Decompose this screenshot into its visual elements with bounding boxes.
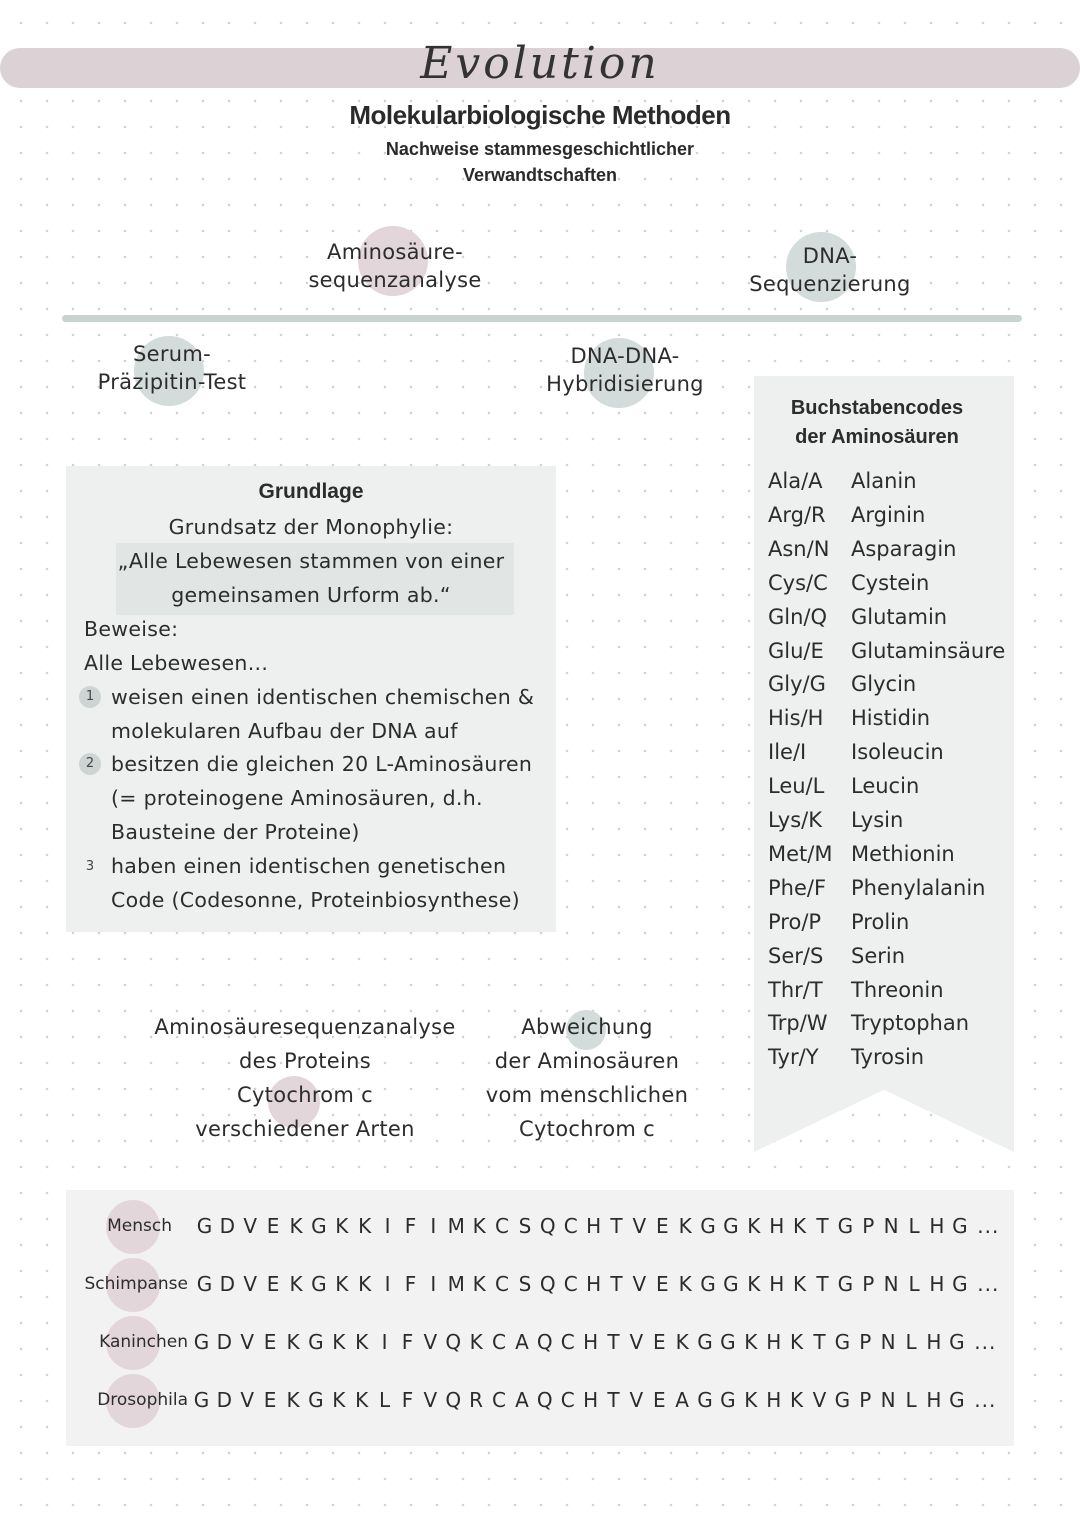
amino-code-name: Glycin [851,672,917,697]
point-number-3: 3 [85,859,95,874]
amino-acid: C [560,1388,575,1412]
amino-code-name: Arginin [851,502,926,527]
amino-acid: K [332,1330,346,1354]
amino-acid: T [610,1272,623,1296]
amino-acid: L [908,1272,920,1296]
amino-code-name: Histidin [851,706,931,731]
amino-acid: G [700,1214,716,1238]
amino-acid: C [492,1388,506,1412]
amino-acid: N [883,1272,899,1296]
amino-code-abbr: Ala/A [768,469,823,493]
amino-acid: K [678,1272,692,1296]
amino-acid: H [583,1330,599,1354]
amino-code-abbr: Pro/P [768,909,822,934]
amino-code-abbr: Ile/I [768,740,807,765]
amino-code-name: Methionin [851,841,955,866]
amino-acid: K [355,1388,369,1412]
sequence-row [193,1214,999,1238]
amino-code-name: Serin [851,943,906,968]
point-3-line2: Code (Codesonne, Proteinbiosynthese) [111,888,520,912]
amino-acid: K [335,1214,349,1238]
point-number-2: 2 [79,753,101,775]
amino-acid: K [355,1330,369,1354]
amino-acid: E [652,1330,666,1354]
amino-code-abbr: Gly/G [768,672,826,697]
amino-acid: K [358,1214,372,1238]
amino-codes-title [754,394,1000,452]
amino-acid-diff: R [465,1388,488,1412]
amino-code-abbr: Ser/S [768,943,824,968]
amino-acid: G [952,1272,968,1296]
amino-acid: G [196,1214,213,1238]
amino-code-row [768,905,909,939]
method-amino-sequence [290,238,500,294]
amino-acid: D [216,1330,233,1354]
amino-acid: G [837,1214,854,1238]
amino-acid: K [747,1272,761,1296]
sequence-ellipsis: ... [977,1272,1000,1296]
amino-code-name: Cystein [851,570,930,595]
amino-code-row [768,1040,924,1074]
amino-acid: G [308,1330,324,1354]
method-amino-line1: Aminosäure- [327,240,463,264]
analysis-right-line3: vom menschlichen [485,1083,689,1107]
amino-acid: S [518,1214,532,1238]
amino-acid: I [384,1214,391,1238]
amino-acid: T [607,1388,620,1412]
amino-code-row [768,1006,969,1040]
amino-acid: H [926,1330,942,1354]
amino-code-row [768,701,930,735]
amino-acid-diff: A [510,1388,533,1412]
amino-acid: I [430,1272,437,1296]
amino-acid: H [769,1272,785,1296]
amino-acid: T [816,1214,829,1238]
amino-acid: K [469,1330,483,1354]
amino-code-abbr: Asn/N [768,536,830,561]
amino-acid: K [675,1330,689,1354]
method-dna-seq-line2: Sequenzierung [749,272,911,296]
amino-code-row [768,634,1005,668]
amino-acid: K [289,1214,303,1238]
point-2-line3: Bausteine der Proteine) [111,820,360,844]
amino-acid: E [655,1272,669,1296]
amino-code-abbr: His/H [768,706,824,731]
amino-acid: P [862,1214,875,1238]
amino-acid: G [952,1214,968,1238]
amino-acid: L [905,1330,917,1354]
amino-acid: V [243,1272,258,1296]
amino-code-abbr: Leu/L [768,774,825,799]
amino-acid: K [678,1214,692,1238]
amino-acid: M [447,1214,465,1238]
amino-acid: G [193,1330,210,1354]
method-serum-line2: Präzipitin-Test [97,370,247,394]
amino-acid: P [859,1330,872,1354]
amino-code-name: Glutamin [851,604,948,629]
amino-acid: K [747,1214,761,1238]
amino-acid: E [266,1214,280,1238]
amino-acid: F [404,1272,417,1296]
analysis-left-label [140,1010,470,1146]
amino-acid: K [332,1388,346,1412]
amino-acid-diff: A [671,1388,694,1412]
amino-acid: E [263,1388,277,1412]
amino-acid: E [263,1330,277,1354]
amino-code-row [768,973,944,1007]
amino-acid: G [697,1388,713,1412]
page-title: Evolution [420,38,660,89]
amino-acid: H [926,1388,942,1412]
amino-acid: N [880,1388,896,1412]
amino-code-name: Asparagin [851,536,957,561]
species-label: Kaninchen [99,1332,188,1352]
species-label: Schimpanse [84,1274,188,1294]
amino-acid: K [286,1330,300,1354]
amino-acid: H [929,1214,945,1238]
point-1-line2: molekularen Aufbau der DNA auf [111,719,458,743]
amino-acid-diff: L [373,1388,396,1412]
monophylie-line: Grundsatz der Monophylie: [168,515,454,539]
amino-acid: Q [536,1330,553,1354]
amino-acid: G [196,1272,213,1296]
amino-code-row [768,939,905,973]
amino-code-name: Leucin [851,774,920,799]
amino-acid: G [311,1272,327,1296]
sequence-row [190,1388,996,1412]
amino-acid: G [720,1388,736,1412]
amino-acid: L [908,1214,920,1238]
amino-acid: G [837,1272,854,1296]
divider [62,315,1022,322]
amino-acid: F [401,1330,414,1354]
amino-acid: V [629,1388,644,1412]
amino-acid: T [816,1272,829,1296]
amino-code-row [768,735,944,769]
analysis-left-line3: Cytochrom c [236,1083,374,1107]
sub-subtitle-line2: Verwandtschaften [462,165,618,185]
amino-acid: H [586,1272,602,1296]
amino-acid: F [404,1214,417,1238]
amino-acid: H [766,1388,782,1412]
amino-code-row [768,871,986,905]
amino-code-abbr: Phe/F [768,875,827,900]
amino-acid: E [266,1272,280,1296]
analysis-right-line1: Abweichung [521,1015,653,1039]
analysis-right-line2: der Aminosäuren [494,1049,680,1073]
point-1-line1: weisen einen identischen chemischen & [111,685,535,709]
amino-acid-diff: Q [442,1388,465,1412]
amino-acid: C [563,1214,578,1238]
amino-acid: T [813,1330,826,1354]
amino-acid: Q [539,1214,556,1238]
amino-code-abbr: Trp/W [768,1011,828,1036]
amino-acid: D [219,1272,236,1296]
analysis-right-line4: Cytochrom c [518,1117,656,1141]
amino-acid: V [240,1330,255,1354]
amino-acid: K [744,1388,758,1412]
amino-acid: L [905,1388,917,1412]
subtitle: Molekularbiologische Methoden [349,100,731,130]
amino-acid-diff: Q [442,1330,465,1354]
amino-acid: K [793,1272,807,1296]
amino-acid-diff: A [510,1330,533,1354]
amino-acid: K [472,1214,486,1238]
analysis-left-line4: verschiedener Arten [195,1117,415,1141]
amino-acid: G [834,1330,851,1354]
amino-code-row [768,837,955,871]
amino-acid: G [697,1330,713,1354]
species-label: Mensch [107,1216,172,1236]
amino-acid-diff: V [419,1388,442,1412]
amino-acid: D [216,1388,233,1412]
amino-code-abbr: Thr/T [768,977,823,1002]
method-serum-line1: Serum- [132,342,212,366]
amino-acid: G [700,1272,716,1296]
amino-acid: V [629,1330,644,1354]
amino-code-row [768,532,956,566]
point-2-line1: besitzen die gleichen 20 L-Aminosäuren [111,752,533,776]
method-dna-hybridization [520,342,730,398]
amino-acid: G [720,1330,736,1354]
amino-acid: K [286,1388,300,1412]
amino-code-name: Isoleucin [851,740,944,765]
amino-code-name: Glutaminsäure [851,638,1006,663]
amino-acid: E [655,1214,669,1238]
amino-codes-title-line2: der Aminosäuren [795,426,959,448]
amino-acid: G [949,1388,965,1412]
amino-code-name: Tyrosin [851,1045,925,1070]
amino-acid: K [472,1272,486,1296]
amino-code-name: Threonin [851,977,944,1002]
amino-code-row [768,600,947,634]
amino-acid: G [834,1388,851,1412]
method-hybrid-line2: Hybridisierung [546,372,704,396]
method-dna-sequencing [730,242,930,298]
amino-acid: H [929,1272,945,1296]
amino-code-row [768,498,925,532]
sub-subtitle [330,136,750,188]
amino-code-name: Phenylalanin [851,875,986,900]
amino-acid: G [723,1272,739,1296]
amino-acid: S [518,1272,532,1296]
amino-acid: C [495,1214,509,1238]
method-hybrid-line1: DNA-DNA- [570,344,680,368]
amino-acid: K [289,1272,303,1296]
amino-acid: P [862,1272,875,1296]
alle-lebewesen-label: Alle Lebewesen... [84,651,269,675]
grundlage-title: Grundlage [258,480,364,503]
amino-acid: D [219,1214,236,1238]
beweise-label: Beweise: [84,617,179,641]
amino-acid: T [610,1214,623,1238]
sub-subtitle-line1: Nachweise stammesgeschichtlicher [385,139,695,159]
amino-acid: G [723,1214,739,1238]
amino-acid: F [401,1388,414,1412]
amino-acid: C [560,1330,575,1354]
amino-code-name: Prolin [851,909,910,934]
amino-acid-diff: V [808,1388,831,1412]
point-3-line1: haben einen identischen genetischen [111,854,507,878]
point-2-line2: (= proteinogene Aminosäuren, d.h. [111,786,483,810]
amino-code-abbr: Gln/Q [768,604,828,629]
quote-line1: „Alle Lebewesen stammen von einer [117,549,505,573]
analysis-right-label [470,1010,704,1146]
amino-acid: K [790,1388,804,1412]
amino-code-row [768,803,903,837]
amino-code-row [768,667,916,701]
sequence-row [190,1330,996,1354]
method-amino-line2: sequenzanalyse [308,268,482,292]
amino-acid: K [335,1272,349,1296]
amino-acid: G [949,1330,965,1354]
amino-acid: K [744,1330,758,1354]
amino-acid: M [447,1272,465,1296]
sequence-ellipsis: ... [974,1330,997,1354]
amino-acid: Q [539,1272,556,1296]
sequence-row [193,1272,999,1296]
sequence-ellipsis: ... [977,1214,1000,1238]
amino-code-row [768,769,919,803]
amino-code-row [768,566,929,600]
amino-acid: N [883,1214,899,1238]
amino-acid: C [495,1272,509,1296]
amino-acid: P [859,1388,872,1412]
amino-acid: T [607,1330,620,1354]
amino-acid: K [358,1272,372,1296]
amino-code-name: Lysin [851,808,904,832]
amino-acid: V [243,1214,258,1238]
amino-acid: K [793,1214,807,1238]
amino-acid: G [311,1214,327,1238]
amino-code-abbr: Lys/K [768,808,822,832]
amino-acid: I [430,1214,437,1238]
amino-code-abbr: Glu/E [768,638,824,663]
amino-code-abbr: Tyr/Y [768,1045,819,1070]
quote-line2: gemeinsamen Urform ab.“ [171,583,451,607]
amino-acid: V [632,1214,647,1238]
amino-acid: I [381,1330,388,1354]
amino-acid: H [766,1330,782,1354]
amino-code-abbr: Met/M [768,841,833,866]
method-dna-seq-line1: DNA- [802,244,858,268]
analysis-left-line2: des Proteins [238,1049,372,1073]
sequence-ellipsis: ... [974,1388,997,1412]
amino-acid: C [563,1272,578,1296]
species-label: Drosophila [97,1390,188,1410]
amino-codes-title-line1: Buchstabencodes [790,397,964,419]
amino-acid: C [492,1330,506,1354]
method-serum-test [72,340,272,396]
amino-code-abbr: Cys/C [768,570,828,595]
amino-acid-diff: V [419,1330,442,1354]
amino-acid: I [384,1272,391,1296]
amino-acid: Q [536,1388,553,1412]
amino-acid: V [240,1388,255,1412]
amino-acid: E [652,1388,666,1412]
amino-acid: V [632,1272,647,1296]
analysis-left-line1: Aminosäuresequenzanalyse [154,1015,456,1039]
point-number-1: 1 [79,686,101,708]
amino-acid: N [880,1330,896,1354]
amino-code-row [768,464,917,498]
amino-code-name: Alanin [851,469,917,493]
amino-acid: H [769,1214,785,1238]
amino-code-name: Tryptophan [851,1011,970,1036]
amino-acid: H [586,1214,602,1238]
amino-acid: G [193,1388,210,1412]
amino-code-abbr: Arg/R [768,502,826,527]
amino-acid: K [790,1330,804,1354]
amino-acid: G [308,1388,324,1412]
amino-acid: H [583,1388,599,1412]
